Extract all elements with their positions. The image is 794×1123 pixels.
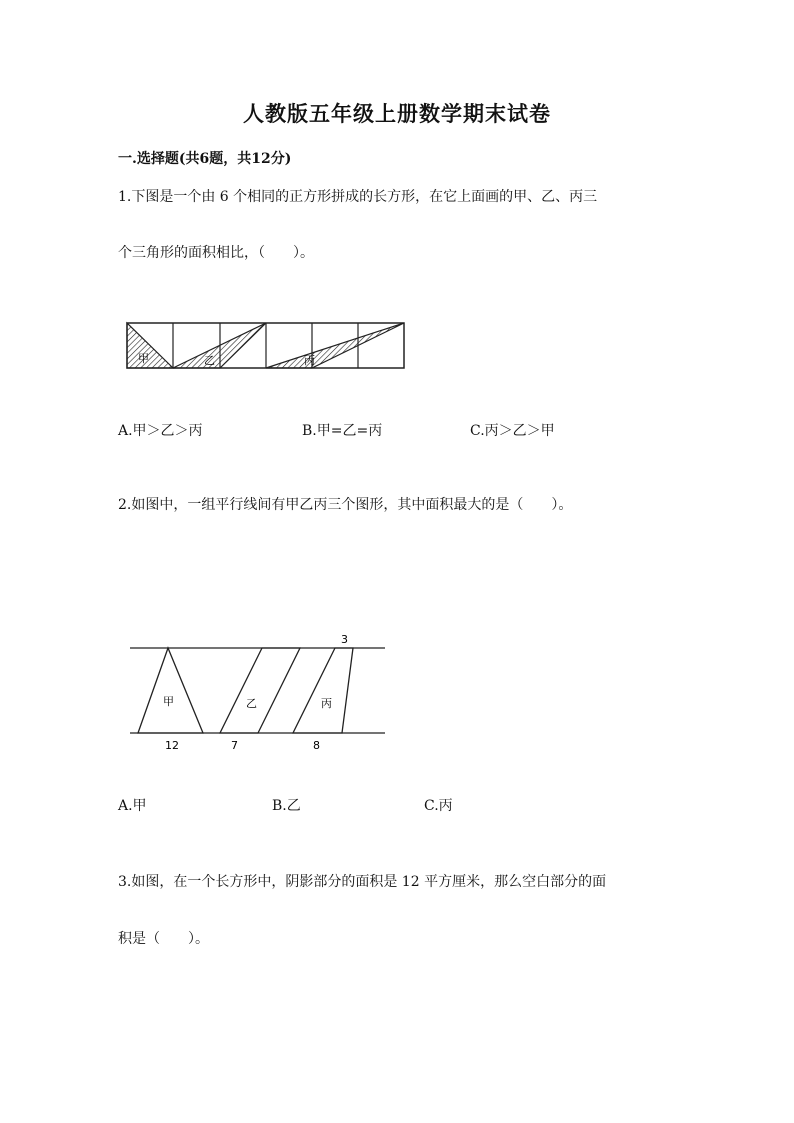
page-title: 人教版五年级上册数学期末试卷 [243, 101, 551, 126]
label-bing: 丙 [321, 697, 332, 710]
question-2-option-b[interactable]: B.乙 [272, 798, 301, 814]
label-yi: 乙 [246, 697, 257, 710]
question-1-option-b[interactable]: B.甲=乙=丙 [302, 423, 383, 439]
dimension-7: 7 [231, 739, 238, 752]
shape-yi-parallelogram [220, 648, 300, 733]
shape-bing-trapezoid [293, 648, 353, 733]
shape-jia-triangle [138, 648, 203, 733]
label-jia: 甲 [138, 352, 149, 365]
label-yi: 乙 [204, 354, 215, 367]
question-1-figure [126, 320, 406, 370]
label-jia: 甲 [163, 695, 174, 708]
question-1-option-c[interactable]: C.丙＞乙＞甲 [470, 423, 555, 439]
label-bing: 丙 [304, 354, 315, 367]
triangle-jia [127, 323, 173, 368]
question-3-text-line2: 积是（ ）。 [118, 931, 209, 947]
question-1-text-line2: 个三角形的面积相比，（ ）。 [118, 245, 314, 261]
question-2-option-c[interactable]: C.丙 [424, 798, 453, 814]
question-1-text-line1: 1.下图是一个由 6 个相同的正方形拼成的长方形，在它上面画的甲、乙、丙三 [118, 189, 598, 205]
question-2-text: 2.如图中，一组平行线间有甲乙丙三个图形，其中面积最大的是（ ）。 [118, 497, 573, 513]
question-1-option-a[interactable]: A.甲＞乙＞丙 [118, 423, 203, 439]
question-3-text-line1: 3.如图，在一个长方形中，阴影部分的面积是 12 平方厘米，那么空白部分的面 [118, 874, 607, 890]
triangle-bing [266, 323, 404, 368]
dimension-12: 12 [165, 739, 179, 752]
dimension-3: 3 [341, 633, 348, 646]
question-2-option-a[interactable]: A.甲 [118, 798, 147, 814]
section-heading: 一.选择题(共6题，共12分) [118, 151, 292, 167]
dimension-8: 8 [313, 739, 320, 752]
question-2-figure [130, 630, 390, 755]
